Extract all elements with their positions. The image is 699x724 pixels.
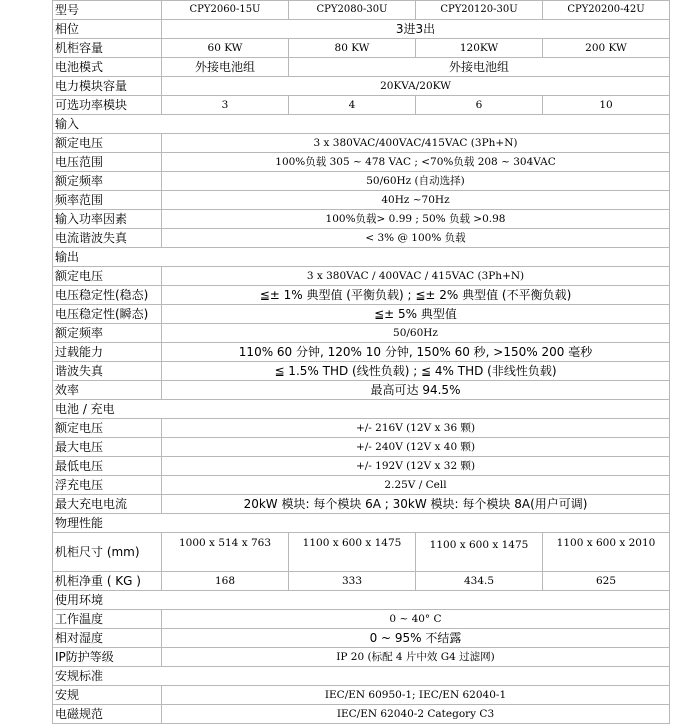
label-output-rated-freq: 额定频率 — [53, 324, 162, 343]
label-temp: 工作温度 — [53, 610, 162, 629]
row-output-thd — [53, 362, 670, 381]
model-3: CPY20120-30U — [416, 1, 543, 20]
label-input-power-factor: 输入功率因素 — [53, 210, 162, 229]
label-model: 型号 — [53, 1, 162, 20]
label-battery-min-voltage: 最低电压 — [53, 457, 162, 476]
capacity-4: 200 KW — [543, 39, 670, 58]
label-dimensions: 机柜尺寸 (mm) — [53, 533, 162, 572]
ups-spec-table — [52, 0, 670, 724]
section-standards — [53, 667, 670, 686]
value-module-capacity: 20KVA/20KW — [162, 77, 670, 96]
label-output-rated-voltage: 额定电压 — [53, 267, 162, 286]
section-battery — [53, 400, 670, 419]
value-input-voltage-range: 100%负载 305 ~ 478 VAC ; <70%负载 208 ~ 304VAC — [162, 153, 670, 172]
row-input-voltage-range — [53, 153, 670, 172]
value-phase: 3进3出 — [162, 20, 670, 39]
label-humidity: 相对湿度 — [53, 629, 162, 648]
value-ip: IP 20 (标配 4 片中效 G4 过滤网) — [162, 648, 670, 667]
label-output-thd: 谐波失真 — [53, 362, 162, 381]
section-physical — [53, 514, 670, 533]
label-input-rated-freq: 额定频率 — [53, 172, 162, 191]
weight-3: 434.5 — [416, 572, 543, 591]
value-battery-max-voltage: +/- 240V (12V x 40 颗) — [162, 438, 670, 457]
row-temp — [53, 610, 670, 629]
row-battery-rated-voltage — [53, 419, 670, 438]
label-battery-mode: 电池模式 — [53, 58, 162, 77]
row-battery-mode — [53, 58, 670, 77]
battery-mode-1: 外接电池组 — [162, 58, 289, 77]
capacity-3: 120KW — [416, 39, 543, 58]
row-ip — [53, 648, 670, 667]
row-input-rated-freq — [53, 172, 670, 191]
row-phase — [53, 20, 670, 39]
row-optional-modules — [53, 96, 670, 115]
row-battery-max-charge — [53, 495, 670, 514]
row-output-transient — [53, 305, 670, 324]
dimensions-3: 1100 x 600 x 1475 — [416, 533, 543, 572]
value-battery-max-charge: 20kW 模块: 每个模块 6A ; 30kW 模块: 每个模块 8A(用户可调) — [162, 495, 670, 514]
value-output-overload: 110% 60 分钟, 120% 10 分钟, 150% 60 秒, >150% 200 毫秒 — [162, 343, 670, 362]
row-output-steady — [53, 286, 670, 305]
row-dimensions — [53, 533, 670, 572]
label-module-capacity: 电力模块容量 — [53, 77, 162, 96]
model-4: CPY20200-42U — [543, 1, 670, 20]
weight-2: 333 — [289, 572, 416, 591]
capacity-2: 80 KW — [289, 39, 416, 58]
optional-modules-3: 6 — [416, 96, 543, 115]
value-humidity: 0 ~ 95% 不结露 — [162, 629, 670, 648]
value-output-thd: ≦ 1.5% THD (线性负载) ; ≦ 4% THD (非线性负载) — [162, 362, 670, 381]
label-battery-float: 浮充电压 — [53, 476, 162, 495]
value-input-rated-freq: 50/60Hz (自动选择) — [162, 172, 670, 191]
section-input-title: 输入 — [53, 115, 670, 134]
value-output-efficiency: 最高可达 94.5% — [162, 381, 670, 400]
label-battery-max-voltage: 最大电压 — [53, 438, 162, 457]
value-emc: IEC/EN 62040-2 Category C3 — [162, 705, 670, 724]
label-optional-modules: 可选功率模块 — [53, 96, 162, 115]
label-output-transient: 电压稳定性(瞬态) — [53, 305, 162, 324]
model-1: CPY2060-15U — [162, 1, 289, 20]
label-battery-rated-voltage: 额定电压 — [53, 419, 162, 438]
row-input-freq-range — [53, 191, 670, 210]
label-capacity: 机柜容量 — [53, 39, 162, 58]
dimensions-1: 1000 x 514 x 763 — [162, 533, 289, 572]
label-ip: IP防护等级 — [53, 648, 162, 667]
value-input-freq-range: 40Hz ~70Hz — [162, 191, 670, 210]
label-input-freq-range: 频率范围 — [53, 191, 162, 210]
value-output-steady: ≦± 1% 典型值 (平衡负载) ; ≦± 2% 典型值 (不平衡负载) — [162, 286, 670, 305]
value-battery-rated-voltage: +/- 216V (12V x 36 颗) — [162, 419, 670, 438]
section-battery-title: 电池 / 充电 — [53, 400, 670, 419]
row-input-rated-voltage — [53, 134, 670, 153]
row-emc — [53, 705, 670, 724]
row-weight — [53, 572, 670, 591]
value-output-rated-voltage: 3 x 380VAC / 400VAC / 415VAC (3Ph+N) — [162, 267, 670, 286]
value-input-rated-voltage: 3 x 380VAC/400VAC/415VAC (3Ph+N) — [162, 134, 670, 153]
battery-mode-2: 外接电池组 — [289, 58, 670, 77]
label-safety: 安规 — [53, 686, 162, 705]
weight-1: 168 — [162, 572, 289, 591]
label-phase: 相位 — [53, 20, 162, 39]
row-output-efficiency — [53, 381, 670, 400]
section-input — [53, 115, 670, 134]
label-emc: 电磁规范 — [53, 705, 162, 724]
section-output-title: 输出 — [53, 248, 670, 267]
section-standards-title: 安规标准 — [53, 667, 670, 686]
row-input-thd — [53, 229, 670, 248]
value-safety: IEC/EN 60950-1; IEC/EN 62040-1 — [162, 686, 670, 705]
dimensions-4: 1100 x 600 x 2010 — [543, 533, 670, 572]
value-output-rated-freq: 50/60Hz — [162, 324, 670, 343]
optional-modules-4: 10 — [543, 96, 670, 115]
label-input-rated-voltage: 额定电压 — [53, 134, 162, 153]
value-input-thd: < 3% @ 100% 负载 — [162, 229, 670, 248]
row-model — [53, 1, 670, 20]
capacity-1: 60 KW — [162, 39, 289, 58]
row-battery-float — [53, 476, 670, 495]
model-2: CPY2080-30U — [289, 1, 416, 20]
label-battery-max-charge: 最大充电电流 — [53, 495, 162, 514]
row-battery-max-voltage — [53, 438, 670, 457]
label-output-efficiency: 效率 — [53, 381, 162, 400]
section-physical-title: 物理性能 — [53, 514, 670, 533]
value-output-transient: ≦± 5% 典型值 — [162, 305, 670, 324]
section-environment — [53, 591, 670, 610]
row-battery-min-voltage — [53, 457, 670, 476]
value-battery-min-voltage: +/- 192V (12V x 32 颗) — [162, 457, 670, 476]
optional-modules-2: 4 — [289, 96, 416, 115]
row-module-capacity — [53, 77, 670, 96]
value-temp: 0 ~ 40° C — [162, 610, 670, 629]
label-output-steady: 电压稳定性(稳态) — [53, 286, 162, 305]
row-input-power-factor — [53, 210, 670, 229]
row-safety — [53, 686, 670, 705]
label-input-thd: 电流谐波失真 — [53, 229, 162, 248]
value-battery-float: 2.25V / Cell — [162, 476, 670, 495]
label-weight: 机柜净重 ( KG ) — [53, 572, 162, 591]
label-output-overload: 过载能力 — [53, 343, 162, 362]
weight-4: 625 — [543, 572, 670, 591]
section-environment-title: 使用环境 — [53, 591, 670, 610]
row-capacity — [53, 39, 670, 58]
row-output-overload — [53, 343, 670, 362]
dimensions-2: 1100 x 600 x 1475 — [289, 533, 416, 572]
section-output — [53, 248, 670, 267]
label-input-voltage-range: 电压范围 — [53, 153, 162, 172]
value-input-power-factor: 100%负载> 0.99 ; 50% 负载 >0.98 — [162, 210, 670, 229]
row-output-rated-freq — [53, 324, 670, 343]
row-output-rated-voltage — [53, 267, 670, 286]
optional-modules-1: 3 — [162, 96, 289, 115]
row-humidity — [53, 629, 670, 648]
